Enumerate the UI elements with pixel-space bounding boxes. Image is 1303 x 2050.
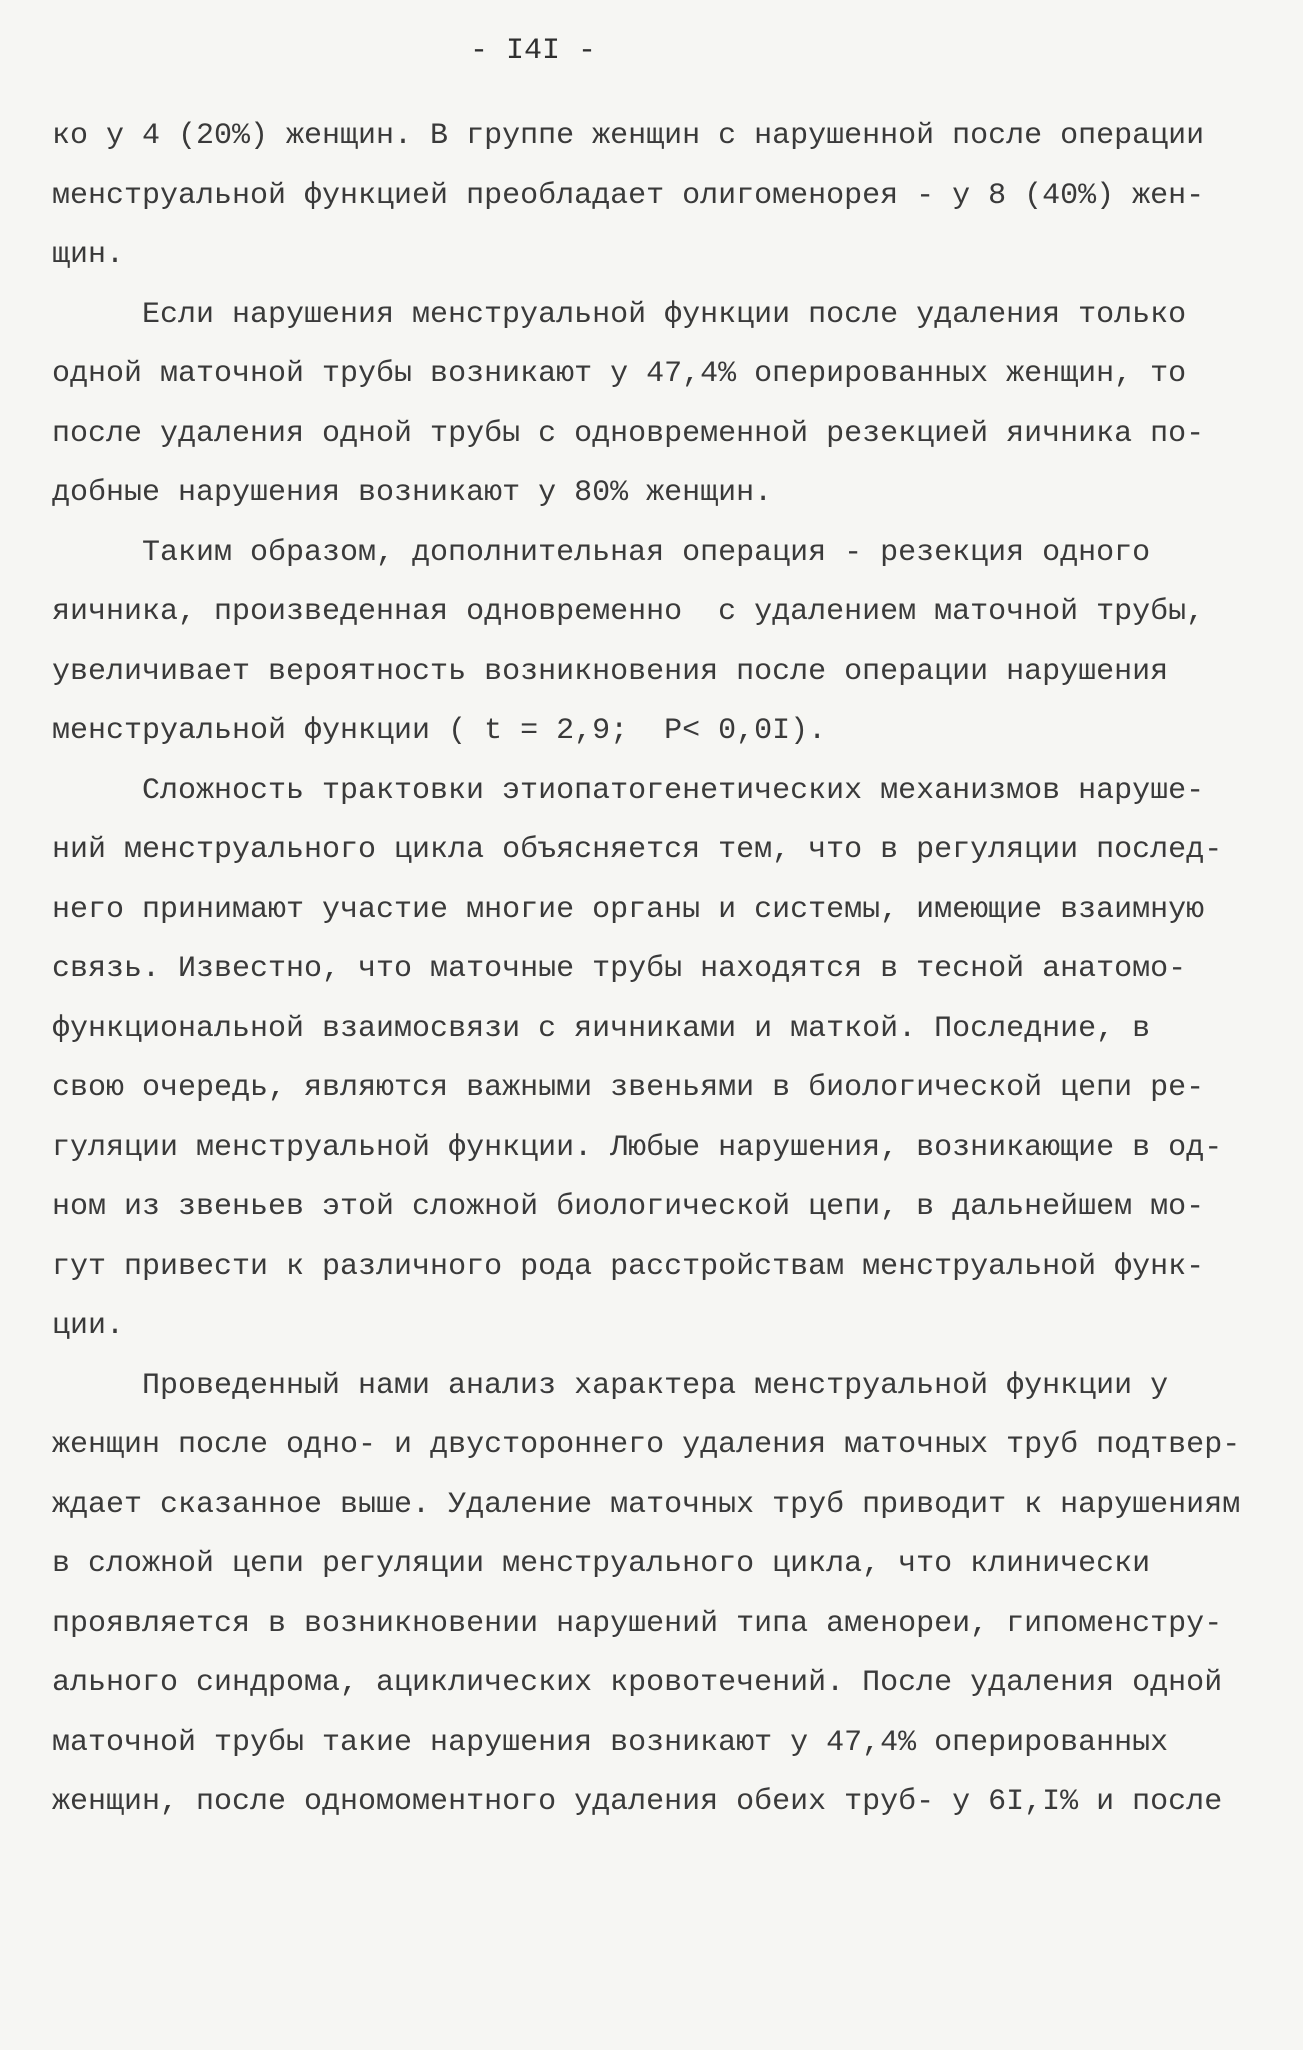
text-line: функциональной взаимосвязи с яичниками и маткой. Последние, в: [52, 1011, 1151, 1046]
text-line: ко у 4 (20%) женщин. В группе женщин с нарушенной после операции: [52, 119, 1205, 153]
paragraph: [52, 1357, 1282, 1833]
text-line: ном из звеньев этой сложной биологической цепи, в дальнейшем мо-: [52, 1190, 1205, 1224]
text-line: Если нарушения менструальной функции после удаления только: [142, 297, 1187, 332]
text-line: Проведенный нами анализ характера менструальной функции у: [142, 1368, 1169, 1403]
text-line: проявляется в возникновении нарушений типа аменореи, гипоменстру-: [52, 1606, 1223, 1641]
text-line: гут привести к различного рода расстройствам менструальной функ-: [52, 1249, 1205, 1284]
text-line: ции.: [52, 1309, 125, 1343]
text-line: гуляции менструальной функции. Любые нарушения, возникающие в од-: [52, 1130, 1223, 1165]
text-line: женщин, после одномоментного удаления обеих труб- у 6I,I% и после: [52, 1785, 1223, 1819]
text-line: ний менструального цикла объясняется тем, что в регуляции послед-: [52, 833, 1223, 867]
text-line: щин.: [52, 238, 125, 272]
text-line: женщин после одно- и двустороннего удаления маточных труб подтвер-: [52, 1428, 1241, 1462]
text-line: свою очередь, являются важными звеньями в биологической цепи ре-: [52, 1071, 1205, 1105]
body-text: [52, 107, 1282, 1833]
text-line: ального синдрома, ациклических кровотечений. После удаления одной: [52, 1666, 1223, 1700]
text-line: него принимают участие многие органы и системы, имеющие взаимную: [52, 892, 1205, 927]
text-line: менструальной функцией преобладает олигоменорея - у 8 (40%) жен-: [52, 178, 1205, 213]
text-line: менструальной функции ( t = 2,9; P< 0,0I).: [52, 714, 827, 748]
paragraph: [52, 286, 1282, 524]
paragraph: [52, 524, 1282, 762]
text-line: добные нарушения возникают у 80% женщин.: [52, 476, 773, 510]
text-line: в сложной цепи регуляции менструального цикла, что клинически: [52, 1547, 1151, 1581]
text-line: Таким образом, дополнительная операция - резекция одного: [142, 535, 1151, 570]
paragraph: [52, 107, 1282, 286]
text-line: ждает сказанное выше. Удаление маточных труб приводит к нарушениям: [52, 1487, 1241, 1522]
text-line: связь. Известно, что маточные трубы находятся в тесной анатомо-: [52, 952, 1187, 986]
text-line: Сложность трактовки этиопатогенетических механизмов наруше-: [142, 773, 1205, 808]
text-line: увеличивает вероятность возникновения после операции нарушения: [52, 654, 1169, 689]
text-line: после удаления одной трубы с одновременной резекцией яичника по-: [52, 416, 1205, 451]
paragraph: [52, 762, 1282, 1357]
text-line: одной маточной трубы возникают у 47,4% оперированных женщин, то: [52, 357, 1187, 391]
page-number: - I4I -: [470, 34, 597, 68]
text-line: маточной трубы такие нарушения возникают у 47,4% оперированных: [52, 1725, 1169, 1760]
text-line: яичника, произведенная одновременно с удалением маточной трубы,: [52, 595, 1205, 629]
